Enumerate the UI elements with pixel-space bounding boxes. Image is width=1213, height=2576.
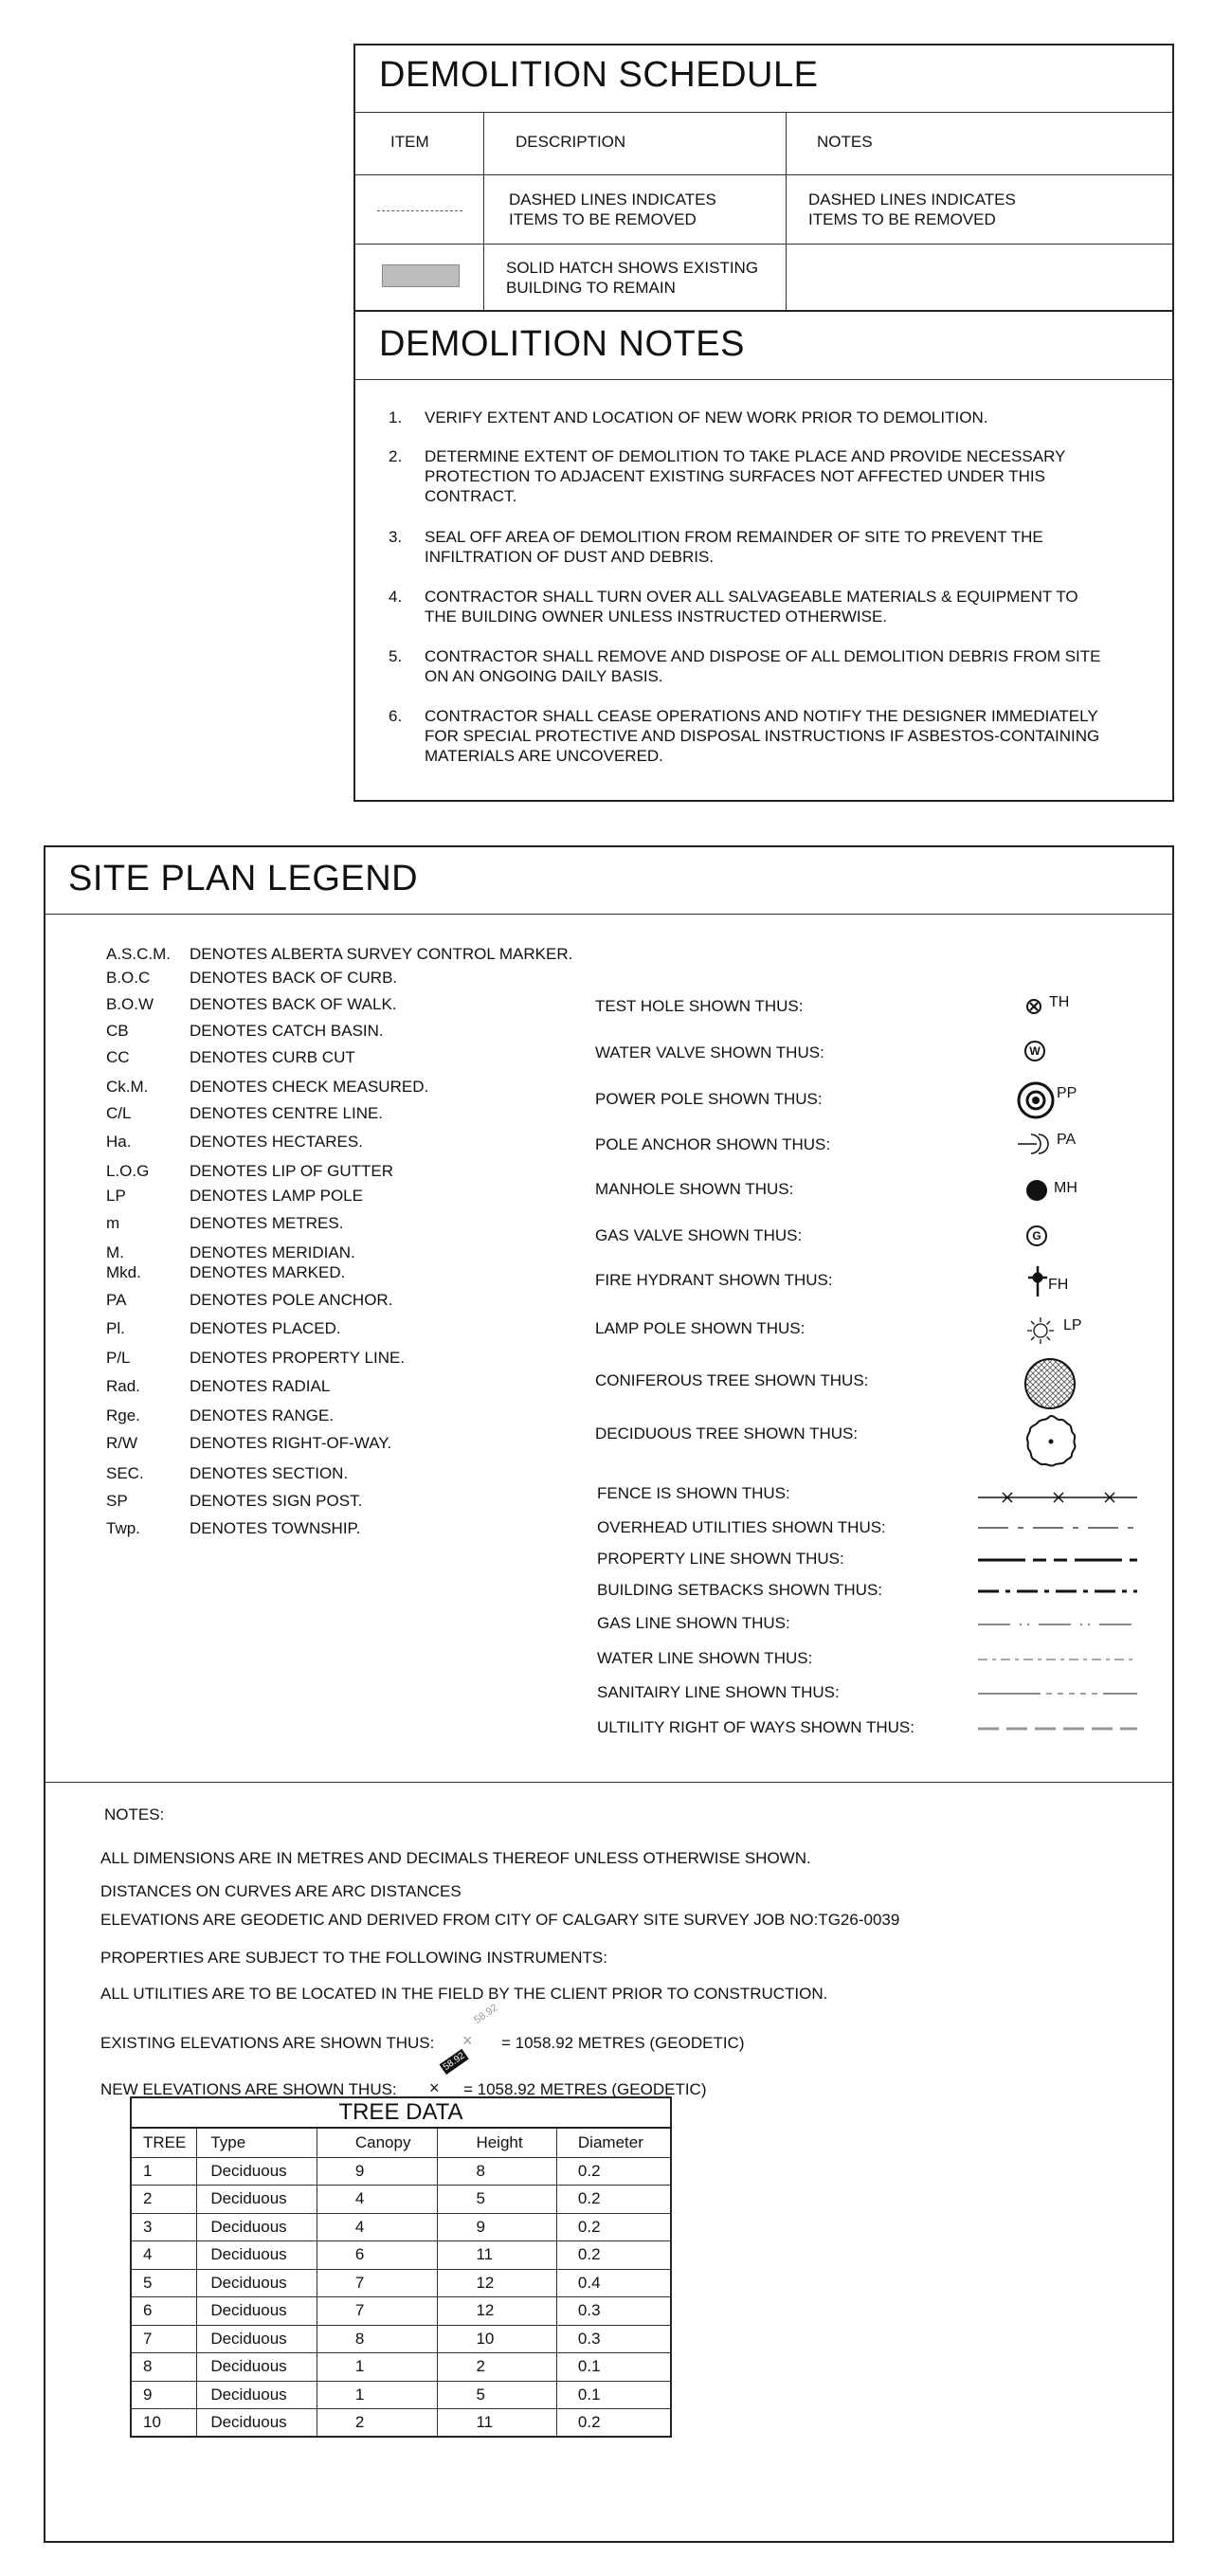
table-row <box>131 2325 671 2353</box>
site-plan-legend-title: SITE PLAN LEGEND <box>68 859 419 898</box>
divider <box>354 244 1173 245</box>
divider <box>45 914 1173 915</box>
table-header: Diameter <box>556 2128 671 2157</box>
test-hole-code: TH <box>1049 994 1070 1010</box>
table-cell: 0.2 <box>556 2157 671 2186</box>
table-row <box>131 2157 671 2186</box>
table-row <box>131 2353 671 2382</box>
power-pole-code: PP <box>1057 1085 1077 1101</box>
abbr-code: A.S.C.M. <box>106 945 172 963</box>
table-cell: 10 <box>438 2325 556 2353</box>
divider <box>354 174 1173 175</box>
abbr-code: Ck.M. <box>106 1078 149 1096</box>
abbr-definition: DENOTES RIGHT-OF-WAY. <box>190 1434 392 1452</box>
table-header: Canopy <box>317 2128 438 2157</box>
table-cell: 12 <box>438 2297 556 2326</box>
abbr-definition: DENOTES SECTION. <box>190 1464 349 1482</box>
table-cell: 1 <box>317 2381 438 2409</box>
abbr-code: Rad. <box>106 1377 140 1395</box>
symbol-label: MANHOLE SHOWN THUS: <box>595 1180 794 1198</box>
schedule-header-description: DESCRIPTION <box>516 133 626 151</box>
abbr-definition: DENOTES LAMP POLE <box>190 1187 363 1205</box>
existing-elevations-label: EXISTING ELEVATIONS ARE SHOWN THUS: <box>100 2034 435 2052</box>
table-cell: Deciduous <box>197 2241 317 2270</box>
line-type-label: GAS LINE SHOWN THUS: <box>597 1614 790 1632</box>
table-cell: 0.3 <box>556 2325 671 2353</box>
new-elevations-label: NEW ELEVATIONS ARE SHOWN THUS: <box>100 2080 397 2098</box>
fence-line-sample <box>976 1486 1139 1509</box>
symbol-label: WATER VALVE SHOWN THUS: <box>595 1043 824 1061</box>
table-cell: 7 <box>131 2325 197 2353</box>
existing-elevations-value: = 1058.92 METRES (GEODETIC) <box>501 2034 745 2052</box>
table-cell: Deciduous <box>197 2213 317 2241</box>
symbol-label: GAS VALVE SHOWN THUS: <box>595 1226 803 1244</box>
table-row <box>131 2381 671 2409</box>
table-cell: Deciduous <box>197 2297 317 2326</box>
abbr-code: R/W <box>106 1434 138 1452</box>
table-cell: 3 <box>131 2213 197 2241</box>
table-cell: 0.2 <box>556 2186 671 2214</box>
symbol-label: POWER POLE SHOWN THUS: <box>595 1090 823 1108</box>
note-line: PROPERTIES ARE SUBJECT TO THE FOLLOWING INSTRUMENTS: <box>100 1949 607 1967</box>
abbr-code: PA <box>106 1291 127 1309</box>
table-cell: Deciduous <box>197 2157 317 2186</box>
new-elevations-value: = 1058.92 METRES (GEODETIC) <box>463 2080 707 2098</box>
table-header-row <box>131 2128 671 2157</box>
abbr-definition: DENOTES BACK OF CURB. <box>190 969 398 987</box>
table-row <box>131 2409 671 2438</box>
fire-hydrant-icon <box>1024 1264 1051 1298</box>
table-row <box>131 2186 671 2214</box>
table-cell: Deciduous <box>197 2269 317 2297</box>
table-cell: Deciduous <box>197 2325 317 2353</box>
note-line: ELEVATIONS ARE GEODETIC AND DERIVED FROM CITY OF CALGARY SITE SURVEY JOB NO:TG26-0039 <box>100 1911 900 1929</box>
symbol-label: DECIDUOUS TREE SHOWN THUS: <box>595 1424 859 1442</box>
table-cell: 8 <box>438 2157 556 2186</box>
table-cell: 5 <box>131 2269 197 2297</box>
table-cell: 5 <box>438 2186 556 2214</box>
abbr-definition: DENOTES PLACED. <box>190 1319 341 1337</box>
table-cell: 6 <box>317 2241 438 2270</box>
schedule-row1-description: DASHED LINES INDICATES ITEMS TO BE REMOVED <box>509 190 716 228</box>
abbr-code: B.O.W <box>106 995 154 1013</box>
line-type-label: ULTILITY RIGHT OF WAYS SHOWN THUS: <box>597 1718 914 1736</box>
symbol-label: LAMP POLE SHOWN THUS: <box>595 1319 806 1337</box>
abbr-code: LP <box>106 1187 126 1205</box>
divider <box>786 112 787 311</box>
table-cell: 1 <box>317 2353 438 2382</box>
divider <box>354 112 1173 113</box>
table-cell: 4 <box>317 2186 438 2214</box>
schedule-header-item: ITEM <box>390 133 429 151</box>
abbr-definition: DENOTES CENTRE LINE. <box>190 1104 384 1122</box>
table-cell: 7 <box>317 2297 438 2326</box>
abbr-definition: DENOTES HECTARES. <box>190 1133 363 1151</box>
abbr-definition: DENOTES SIGN POST. <box>190 1492 363 1510</box>
new-elevation-marker-value: 58.92 <box>440 2049 469 2075</box>
table-cell: 6 <box>131 2297 197 2326</box>
sanitary-line-sample <box>976 1684 1139 1703</box>
abbr-definition: DENOTES PROPERTY LINE. <box>190 1349 406 1367</box>
abbr-code: Twp. <box>106 1519 140 1537</box>
abbr-code: M. <box>106 1243 124 1261</box>
line-type-label: WATER LINE SHOWN THUS: <box>597 1649 813 1667</box>
abbr-definition: DENOTES CURB CUT <box>190 1048 355 1066</box>
abbr-code: C/L <box>106 1104 132 1122</box>
overhead-utilities-line-sample <box>976 1518 1139 1537</box>
notes-heading: NOTES: <box>104 1805 165 1823</box>
existing-elevation-marker-icon: × <box>462 2031 473 2050</box>
abbr-definition: DENOTES METRES. <box>190 1214 344 1232</box>
test-hole-icon <box>1020 995 1048 1018</box>
table-row <box>131 2297 671 2326</box>
note-line: ALL UTILITIES ARE TO BE LOCATED IN THE FIELD BY THE CLIENT PRIOR TO CONSTRUCTION. <box>100 1985 828 2003</box>
table-header: Type <box>197 2128 317 2157</box>
abbr-definition: DENOTES CHECK MEASURED. <box>190 1078 429 1096</box>
table-cell: Deciduous <box>197 2409 317 2438</box>
abbr-code: SEC. <box>106 1464 144 1482</box>
abbr-code: Mkd. <box>106 1263 141 1281</box>
lamp-pole-icon <box>1025 1315 1056 1346</box>
line-type-label: SANITAIRY LINE SHOWN THUS: <box>597 1683 840 1701</box>
table-cell: 1 <box>131 2157 197 2186</box>
tree-data-title: TREE DATA <box>338 2099 463 2125</box>
new-elevation-marker-icon: × <box>429 2078 440 2097</box>
abbr-definition: DENOTES RADIAL <box>190 1377 331 1395</box>
demolition-schedule-title: DEMOLITION SCHEDULE <box>379 55 819 95</box>
table-cell: 8 <box>317 2325 438 2353</box>
table-header: Height <box>438 2128 556 2157</box>
abbr-code: SP <box>106 1492 128 1510</box>
tree-data-table <box>130 2127 672 2438</box>
table-cell: 2 <box>438 2353 556 2382</box>
table-cell: 10 <box>131 2409 197 2438</box>
table-cell: 0.3 <box>556 2297 671 2326</box>
abbr-code: CC <box>106 1048 130 1066</box>
existing-elevation-marker-value: 58.92 <box>472 2002 500 2026</box>
abbr-code: Rge. <box>106 1406 140 1424</box>
line-type-label: PROPERTY LINE SHOWN THUS: <box>597 1550 844 1568</box>
table-row <box>131 2269 671 2297</box>
abbr-definition: DENOTES MERIDIAN. <box>190 1243 355 1261</box>
abbr-definition: DENOTES MARKED. <box>190 1263 346 1281</box>
pole-anchor-code: PA <box>1057 1132 1077 1148</box>
divider <box>483 112 484 311</box>
water-valve-icon: W <box>1024 1041 1045 1061</box>
table-cell: 0.1 <box>556 2381 671 2409</box>
table-cell: 0.2 <box>556 2409 671 2438</box>
abbr-code: B.O.C <box>106 969 151 987</box>
abbr-code: Ha. <box>106 1133 132 1151</box>
line-type-label: FENCE IS SHOWN THUS: <box>597 1484 790 1502</box>
table-cell: 9 <box>438 2213 556 2241</box>
table-cell: 0.2 <box>556 2241 671 2270</box>
divider <box>354 310 1173 312</box>
abbr-code: L.O.G <box>106 1162 150 1180</box>
water-line-sample <box>976 1650 1139 1669</box>
demolition-notes-title: DEMOLITION NOTES <box>379 324 745 364</box>
table-cell: 11 <box>438 2241 556 2270</box>
table-cell: Deciduous <box>197 2186 317 2214</box>
table-cell: 8 <box>131 2353 197 2382</box>
table-cell: 2 <box>317 2409 438 2438</box>
symbol-label: FIRE HYDRANT SHOWN THUS: <box>595 1271 833 1289</box>
pole-anchor-icon <box>1016 1132 1054 1156</box>
table-cell: 4 <box>131 2241 197 2270</box>
divider <box>354 379 1173 380</box>
fire-hydrant-code: FH <box>1048 1277 1069 1293</box>
note-line: ALL DIMENSIONS ARE IN METRES AND DECIMALS THEREOF UNLESS OTHERWISE SHOWN. <box>100 1849 811 1867</box>
abbr-definition: DENOTES RANGE. <box>190 1406 335 1424</box>
abbr-definition: DENOTES POLE ANCHOR. <box>190 1291 393 1309</box>
symbol-label: TEST HOLE SHOWN THUS: <box>595 997 804 1015</box>
table-cell: 0.1 <box>556 2353 671 2382</box>
table-cell: 12 <box>438 2269 556 2297</box>
line-type-label: BUILDING SETBACKS SHOWN THUS: <box>597 1581 883 1599</box>
schedule-row1-notes: DASHED LINES INDICATES ITEMS TO BE REMOVED <box>808 190 1016 228</box>
abbr-definition: DENOTES TOWNSHIP. <box>190 1519 361 1537</box>
coniferous-tree-icon <box>1022 1356 1078 1411</box>
dashed-line-sample <box>377 210 462 211</box>
table-cell: Deciduous <box>197 2353 317 2382</box>
divider <box>45 1782 1173 1783</box>
manhole-icon <box>1026 1180 1047 1201</box>
abbr-code: Pl. <box>106 1319 125 1337</box>
power-pole-icon <box>1016 1080 1056 1120</box>
deciduous-tree-icon <box>1022 1412 1080 1471</box>
manhole-code: MH <box>1054 1180 1077 1196</box>
abbr-definition: DENOTES CATCH BASIN. <box>190 1022 384 1040</box>
symbol-label: POLE ANCHOR SHOWN THUS: <box>595 1135 831 1153</box>
gas-valve-icon: G <box>1026 1225 1047 1246</box>
building-setbacks-line-sample <box>976 1582 1139 1601</box>
table-cell: 7 <box>317 2269 438 2297</box>
table-cell: 4 <box>317 2213 438 2241</box>
table-cell: 2 <box>131 2186 197 2214</box>
abbr-definition: DENOTES BACK OF WALK. <box>190 995 397 1013</box>
property-line-sample <box>976 1551 1139 1569</box>
abbr-code: CB <box>106 1022 129 1040</box>
table-cell: 0.2 <box>556 2213 671 2241</box>
schedule-row2-description: SOLID HATCH SHOWS EXISTING BUILDING TO REMAIN <box>506 259 759 297</box>
table-cell: Deciduous <box>197 2381 317 2409</box>
table-header: TREE <box>131 2128 197 2157</box>
table-cell: 5 <box>438 2381 556 2409</box>
lamp-pole-code: LP <box>1063 1317 1082 1333</box>
symbol-label: CONIFEROUS TREE SHOWN THUS: <box>595 1371 869 1389</box>
line-type-label: OVERHEAD UTILITIES SHOWN THUS: <box>597 1518 886 1536</box>
schedule-header-notes: NOTES <box>817 133 873 151</box>
table-cell: 9 <box>131 2381 197 2409</box>
table-cell: 9 <box>317 2157 438 2186</box>
note-line: DISTANCES ON CURVES ARE ARC DISTANCES <box>100 1882 462 1900</box>
gas-line-sample <box>976 1615 1139 1634</box>
table-cell: 0.4 <box>556 2269 671 2297</box>
abbr-code: m <box>106 1214 120 1232</box>
solid-hatch-sample <box>382 264 460 287</box>
abbr-definition: DENOTES LIP OF GUTTER <box>190 1162 394 1180</box>
table-cell: 11 <box>438 2409 556 2438</box>
table-row <box>131 2241 671 2270</box>
abbr-definition: DENOTES ALBERTA SURVEY CONTROL MARKER. <box>190 945 573 963</box>
utility-right-of-way-line-sample <box>976 1719 1139 1738</box>
abbr-code: P/L <box>106 1349 131 1367</box>
table-row <box>131 2213 671 2241</box>
